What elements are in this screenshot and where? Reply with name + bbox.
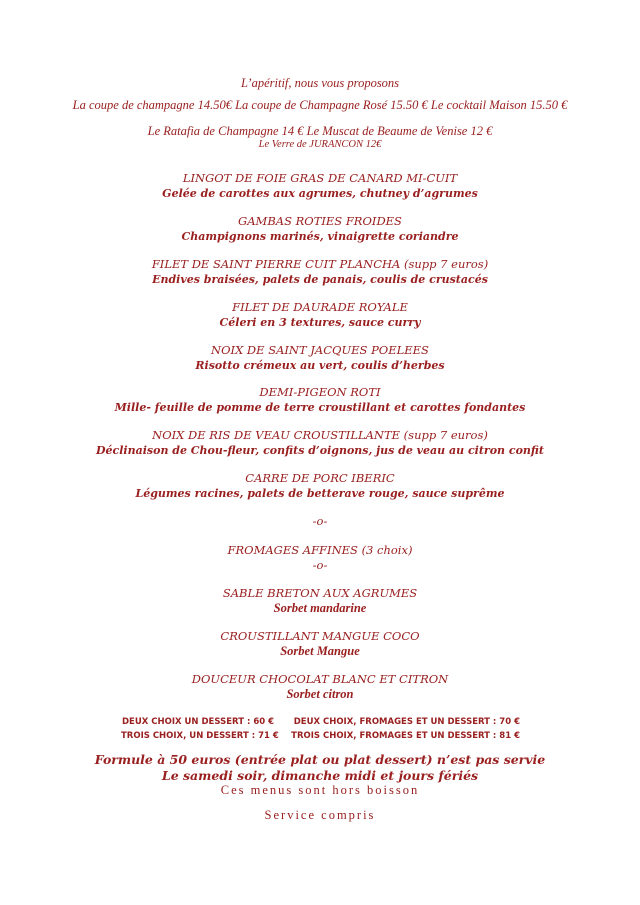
dish-desc: Gelée de carottes aux agrumes, chutney d’agrumes xyxy=(162,187,478,200)
dish-desc: Légumes racines, palets de betterave rouge, sauce suprême xyxy=(135,487,505,500)
dish-desc: Mille- feuille de pomme de terre croustillant et carottes fondantes xyxy=(114,401,526,414)
dish-name: NOIX DE RIS DE VEAU CROUSTILLANTE (supp 7 euros) xyxy=(152,428,488,442)
dish-name: GAMBAS ROTIES FROIDES xyxy=(238,214,402,228)
dish-desc: Déclinaison de Chou-fleur, confits d’oignons, jus de veau au citron confit xyxy=(96,444,544,457)
drinks-note: Ces menus sont hors boisson xyxy=(220,783,420,797)
price-right-2: TROIS CHOIX, FROMAGES ET UN DESSERT : 81 € xyxy=(291,731,520,741)
dessert-desc: Sorbet citron xyxy=(286,687,354,701)
dish-name: FILET DE DAURADE ROYALE xyxy=(232,300,408,314)
dish-name: DEMI-PIGEON ROTI xyxy=(259,385,381,399)
service-note: Service compris xyxy=(264,808,376,822)
dish-name: NOIX DE SAINT JACQUES POELEES xyxy=(211,343,429,357)
price-left-1: DEUX CHOIX UN DESSERT : 60 € xyxy=(122,717,275,727)
price-right-1: DEUX CHOIX, FROMAGES ET UN DESSERT : 70 € xyxy=(293,717,520,727)
dessert-desc: Sorbet Mangue xyxy=(280,644,360,658)
separator: -o- xyxy=(312,558,328,572)
dish-desc: Endives braisées, palets de panais, coulis de crustacés xyxy=(152,273,488,286)
aperitif-line: La coupe de champagne 14.50€ La coupe de Champagne Rosé 15.50 € Le cocktail Maison 15.50 € xyxy=(72,98,568,112)
aperitif-line: Le Verre de JURANCON 12€ xyxy=(258,139,382,150)
cheese-course: FROMAGES AFFINES (3 choix) xyxy=(227,543,413,557)
dessert-name: SABLE BRETON AUX AGRUMES xyxy=(222,586,418,600)
aperitif-line: Le Ratafia de Champagne 14 € Le Muscat de Beaume de Venise 12 € xyxy=(147,124,493,138)
dessert-desc: Sorbet mandarine xyxy=(273,601,367,615)
days-note: Le samedi soir, dimanche midi et jours fériés xyxy=(161,768,479,783)
price-left-2: TROIS CHOIX, UN DESSERT : 71 € xyxy=(121,731,279,741)
dish-desc: Champignons marinés, vinaigrette coriandre xyxy=(181,230,459,243)
formule-note: Formule à 50 euros (entrée plat ou plat dessert) n’est pas servie xyxy=(94,752,546,767)
dish-name: LINGOT DE FOIE GRAS DE CANARD MI-CUIT xyxy=(182,171,458,185)
dessert-name: DOUCEUR CHOCOLAT BLANC ET CITRON xyxy=(191,672,449,686)
dish-desc: Risotto crémeux au vert, coulis d’herbes xyxy=(195,359,445,372)
separator: -o- xyxy=(312,514,328,528)
dish-desc: Céleri en 3 textures, sauce curry xyxy=(219,316,421,329)
dish-name: CARRE DE PORC IBERIC xyxy=(245,471,395,485)
aperitif-title: L’apéritif, nous vous proposons xyxy=(240,76,400,90)
dish-name: FILET DE SAINT PIERRE CUIT PLANCHA (supp 7 euros) xyxy=(151,257,489,271)
dessert-name: CROUSTILLANT MANGUE COCO xyxy=(220,629,420,643)
